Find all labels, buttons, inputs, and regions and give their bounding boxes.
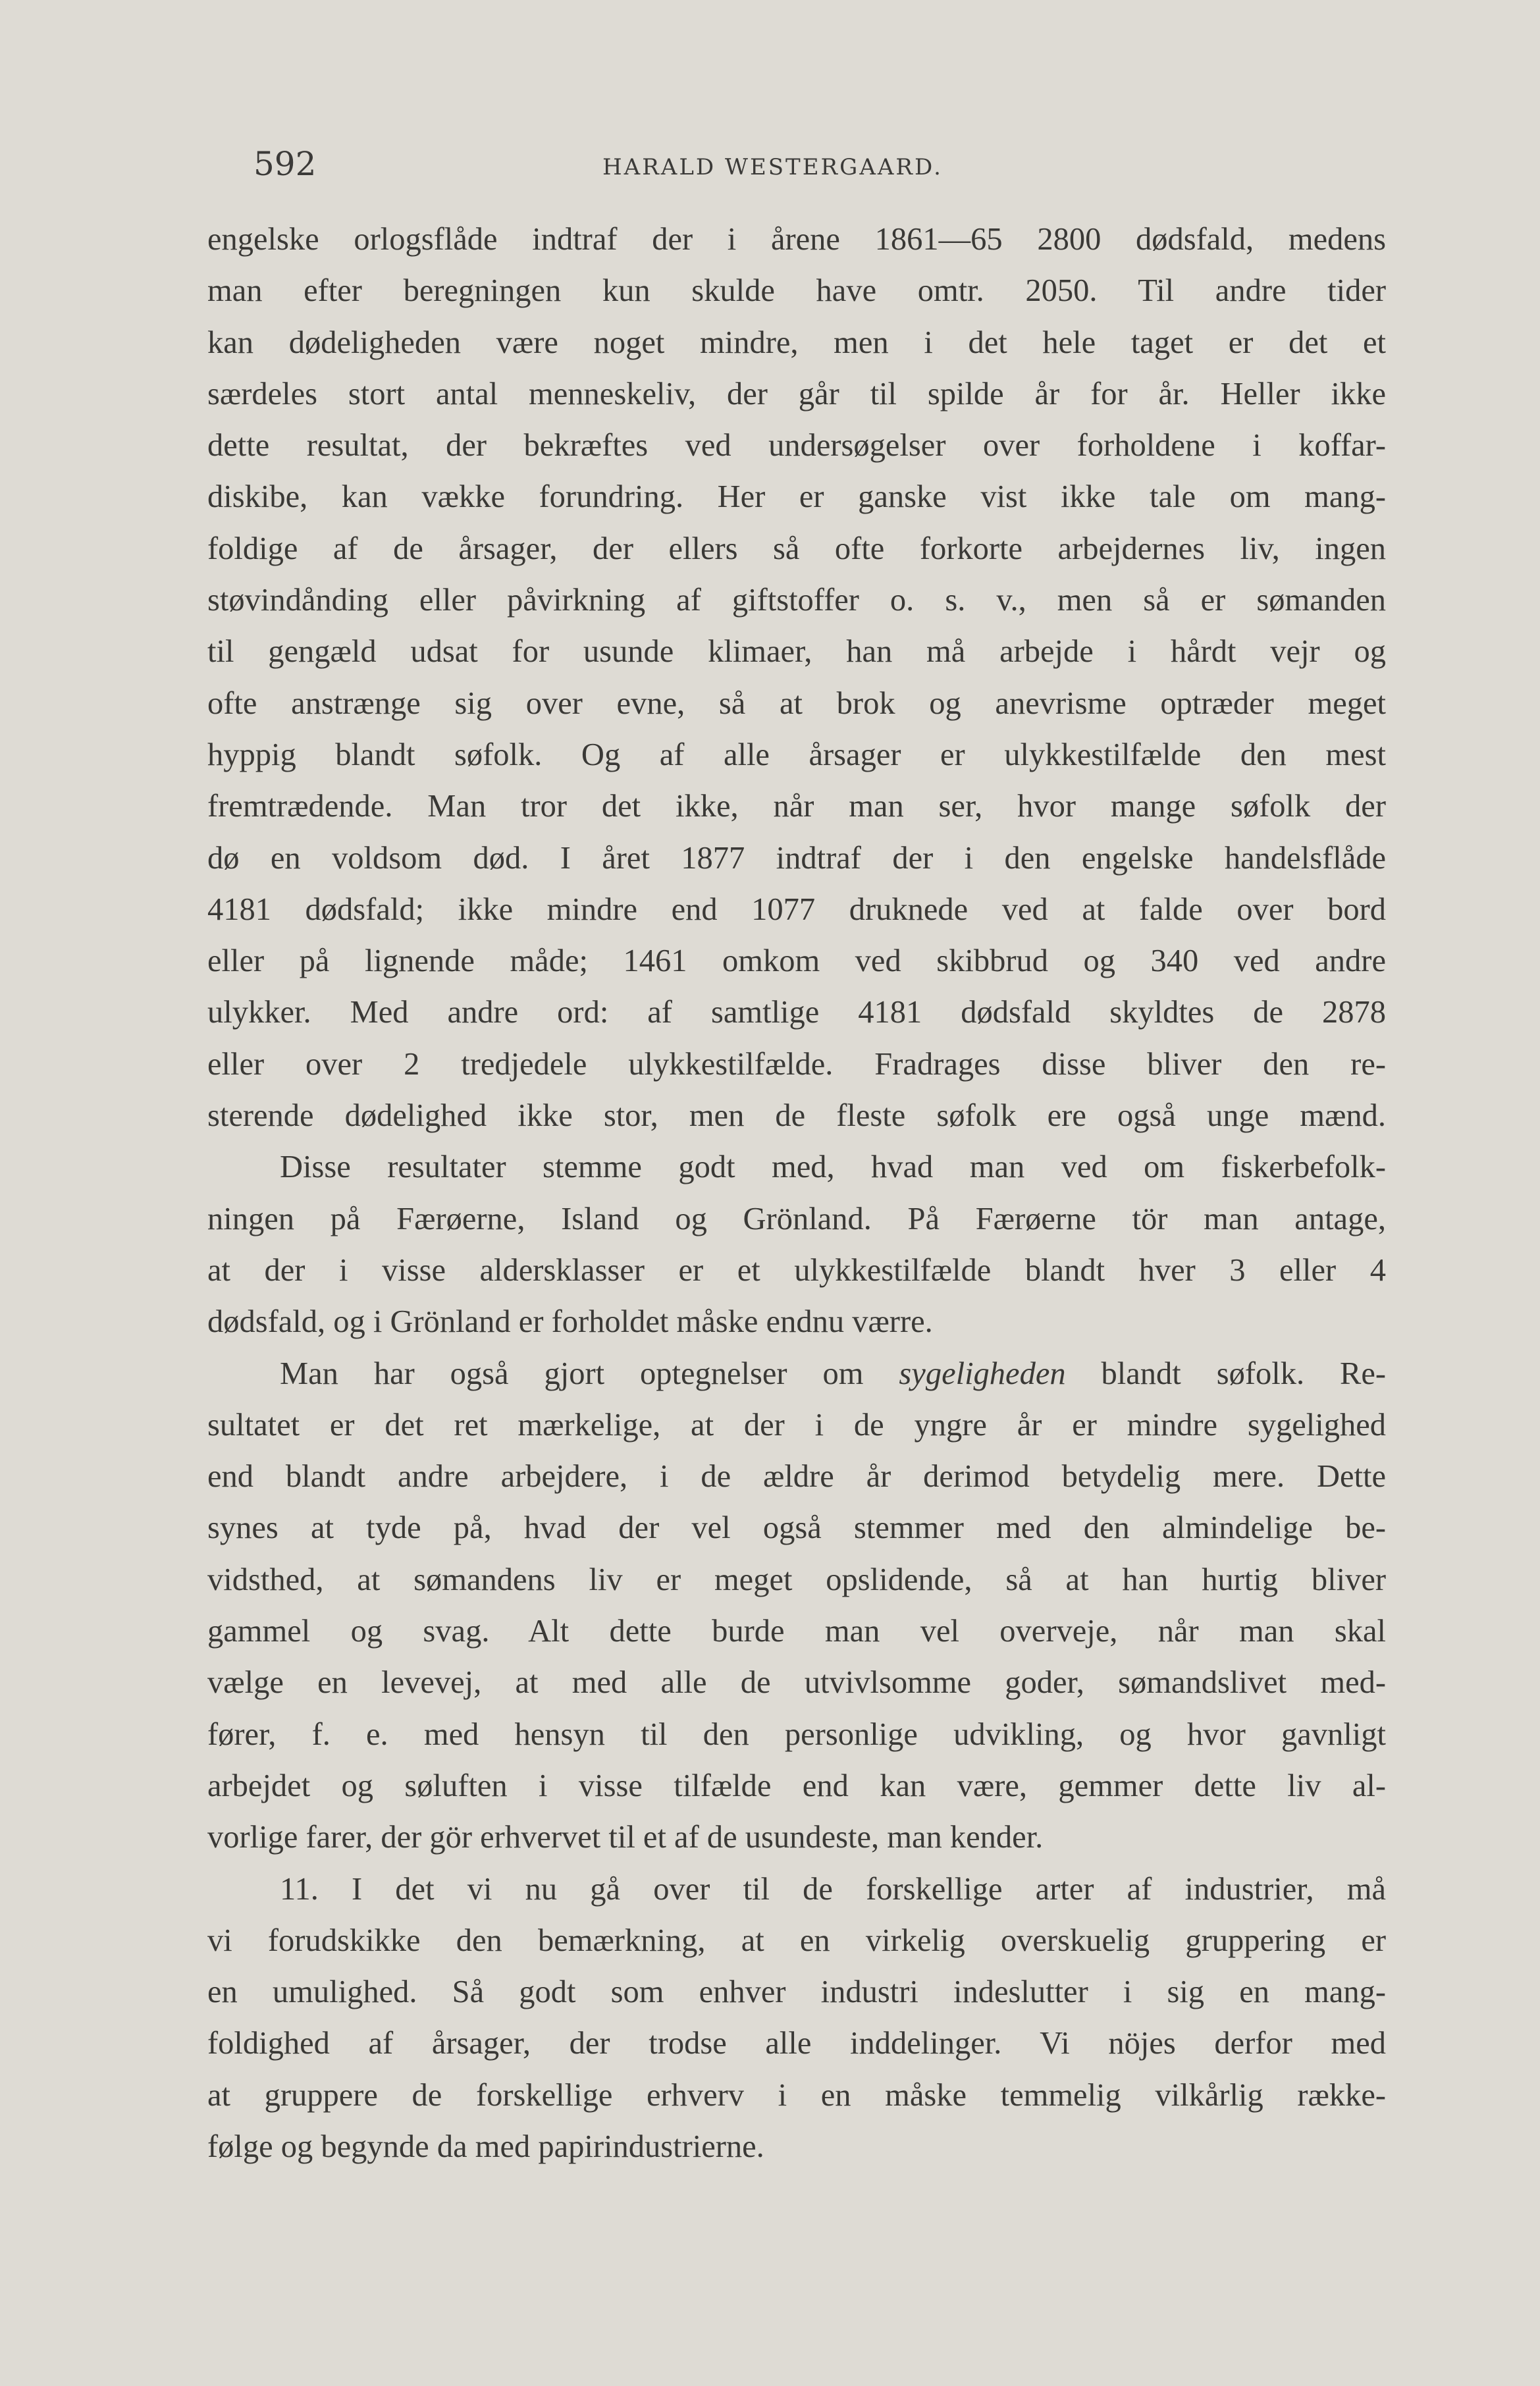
text-line: arbejdet og søluften i visse tilfælde end kan være, gemmer dette liv al- bbox=[207, 1768, 1386, 1803]
text-line: ulykker. Med andre ord: af samtlige 4181 dødsfald skyldtes de 2878 bbox=[207, 995, 1386, 1030]
text-line: følge og begynde da med papirindustrierne. bbox=[207, 2129, 764, 2164]
text-line: man efter beregningen kun skulde have omtr. 2050. Til andre tider bbox=[207, 273, 1386, 309]
text-line: dette resultat, der bekræftes ved undersøgelser over forholdene i koffar- bbox=[207, 428, 1386, 464]
text-line: at gruppere de forskellige erhverv i en måske temmelig vilkårlig række- bbox=[207, 2077, 1386, 2113]
text-line: til gengæld udsat for usunde klimaer, han må arbejde i hårdt vejr og bbox=[207, 634, 1386, 670]
text-line: eller over 2 tredjedele ulykkestilfælde. Fradrages disse bliver den re- bbox=[207, 1046, 1386, 1082]
text-line: sterende dødelighed ikke stor, men de fleste søfolk ere også unge mænd. bbox=[207, 1098, 1386, 1134]
text-line: foldighed af årsager, der trodse alle inddelinger. Vi nöjes derfor med bbox=[207, 2026, 1386, 2061]
text-line: vorlige farer, der gör erhvervet til et af de usundeste, man kender. bbox=[207, 1820, 1044, 1855]
text-line: diskibe, kan vække forundring. Her er ganske vist ikke tale om mang- bbox=[207, 479, 1386, 515]
text-line: hyppig blandt søfolk. Og af alle årsager er ulykkestilfælde den mest bbox=[207, 737, 1386, 772]
text-line bbox=[207, 1348, 1386, 1400]
text-segment: blandt søfolk. Re- bbox=[1101, 1356, 1387, 1391]
text-line: vælge en levevej, at med alle de utvivlsomme goder, sømandslivet med- bbox=[207, 1665, 1386, 1701]
text-line: eller på lignende måde; 1461 omkom ved skibbrud og 340 ved andre bbox=[207, 943, 1386, 979]
text-line: at der i visse aldersklasser er et ulykkestilfælde blandt hver 3 eller 4 bbox=[207, 1252, 1386, 1288]
page-header bbox=[253, 145, 1399, 191]
text-line: Disse resultater stemme godt med, hvad man ved om fiskerbefolk- bbox=[280, 1150, 1386, 1185]
text-line: fremtrædende. Man tror det ikke, når man ser, hvor mange søfolk der bbox=[207, 789, 1386, 824]
text-line: 4181 dødsfald; ikke mindre end 1077 druknede ved at falde over bord bbox=[207, 891, 1386, 927]
running-head: HARALD WESTERGAARD. bbox=[602, 154, 943, 180]
body-text bbox=[207, 214, 1386, 2173]
text-line: foldige af de årsager, der ellers så ofte forkorte arbejdernes liv, ingen bbox=[207, 531, 1386, 566]
text-line: kan dødeligheden være noget mindre, men i det hele taget er det et bbox=[207, 325, 1386, 360]
page-number: 592 bbox=[253, 145, 317, 183]
text-line: en umulighed. Så godt som enhver industri indeslutter i sig en mang- bbox=[207, 1975, 1386, 2010]
text-line: dø en voldsom død. I året 1877 indtraf der i den engelske handelsflåde bbox=[207, 840, 1386, 876]
text-line: vidsthed, at sømandens liv er meget opslidende, så at han hurtig bliver bbox=[207, 1562, 1386, 1597]
text-line: dødsfald, og i Grönland er forholdet måske endnu værre. bbox=[207, 1304, 933, 1340]
text-line: vi forudskikke den bemærkning, at en virkelig overskuelig gruppering er bbox=[207, 1922, 1386, 1958]
text-line: synes at tyde på, hvad der vel også stemmer med den almindelige be- bbox=[207, 1510, 1386, 1546]
text-line: 11. I det vi nu gå over til de forskellige arter af industrier, må bbox=[280, 1871, 1386, 1907]
text-line: engelske orlogsflåde indtraf der i årene 1861—65 2800 dødsfald, medens bbox=[207, 222, 1386, 257]
text-line: ofte anstrænge sig over evne, så at brok og anevrisme optræder meget bbox=[207, 685, 1386, 721]
text-line: støvindånding eller påvirkning af giftstoffer o. s. v., men så er sømanden bbox=[207, 583, 1386, 618]
text-line: sultatet er det ret mærkelige, at der i de yngre år er mindre sygelighed bbox=[207, 1407, 1386, 1443]
emphasized-term: sygeligheden bbox=[899, 1356, 1066, 1391]
text-line: ningen på Færøerne, Island og Grönland. På Færøerne tör man antage, bbox=[207, 1201, 1386, 1236]
text-segment: Man har også gjort optegnelser om bbox=[280, 1356, 864, 1391]
text-line: særdeles stort antal menneskeliv, der går til spilde år for år. Heller ikke bbox=[207, 376, 1386, 411]
text-line: end blandt andre arbejdere, i de ældre år derimod betydelig mere. Dette bbox=[207, 1459, 1386, 1495]
text-line: gammel og svag. Alt dette burde man vel overveje, når man skal bbox=[207, 1614, 1386, 1649]
text-line: fører, f. e. med hensyn til den personlige udvikling, og hvor gavnligt bbox=[207, 1716, 1386, 1752]
